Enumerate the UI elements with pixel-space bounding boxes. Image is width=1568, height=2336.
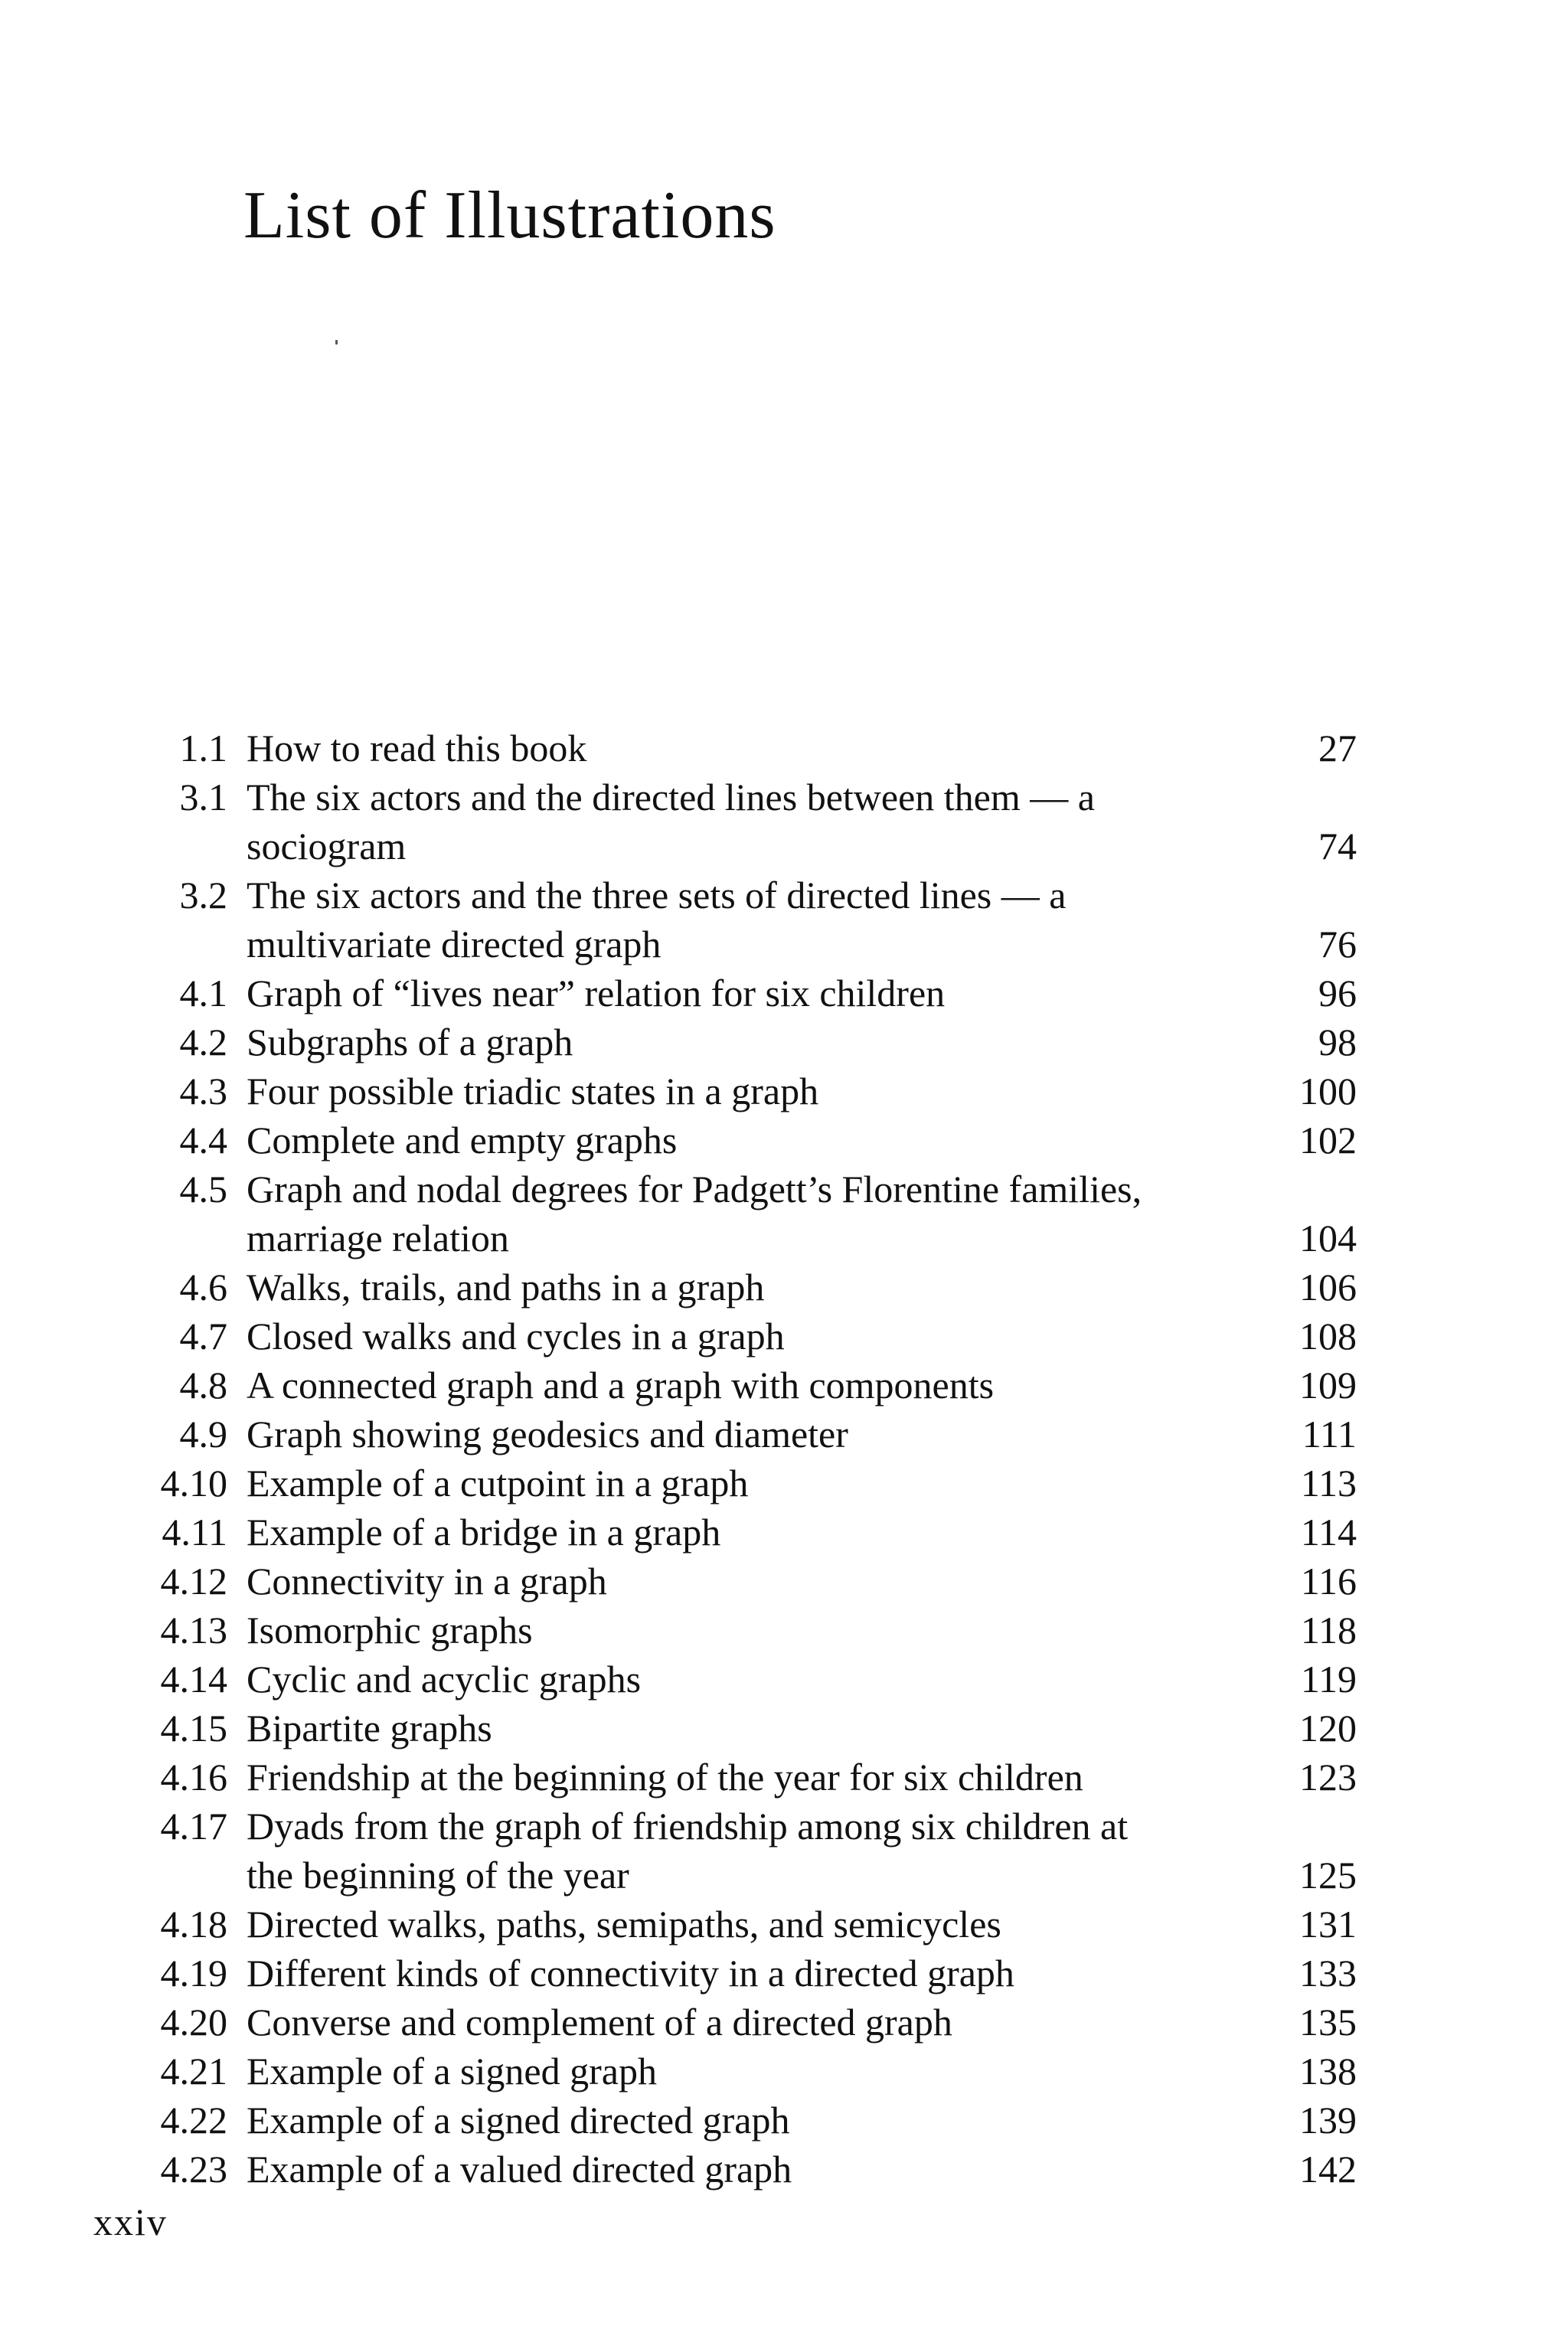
page-reference: 102	[1299, 1119, 1357, 1161]
figure-number: 4.1	[179, 972, 227, 1014]
list-item	[0, 1214, 1568, 1263]
list-item	[0, 1361, 1568, 1410]
page-reference: 131	[1299, 1903, 1357, 1946]
list-item	[0, 2047, 1568, 2096]
page-reference: 139	[1299, 2099, 1357, 2142]
list-item	[0, 1459, 1568, 1508]
list-item	[0, 920, 1568, 969]
figure-caption: Graph and nodal degrees for Padgett’s Florentine families,	[247, 1168, 1142, 1210]
figure-caption: Dyads from the graph of friendship among six children at	[247, 1805, 1129, 1848]
figure-caption: Example of a signed graph	[247, 2050, 657, 2093]
figure-caption: Complete and empty graphs	[247, 1119, 678, 1161]
figure-number: 4.5	[179, 1168, 227, 1210]
list-item	[0, 1851, 1568, 1900]
page-reference: 114	[1300, 1511, 1357, 1554]
page-reference: 76	[1318, 923, 1357, 965]
list-item	[0, 1410, 1568, 1459]
figure-number: 4.2	[179, 1021, 227, 1063]
page-reference: 111	[1302, 1413, 1357, 1456]
figure-caption: Friendship at the beginning of the year for six children	[247, 1756, 1083, 1799]
list-item	[0, 1998, 1568, 2047]
figure-caption: A connected graph and a graph with components	[247, 1364, 995, 1407]
list-item	[0, 1263, 1568, 1312]
figure-number: 4.22	[160, 2099, 227, 2142]
figure-number: 4.19	[160, 1952, 227, 1995]
figure-caption: Example of a valued directed graph	[247, 2148, 792, 2191]
figure-caption: the beginning of the year	[247, 1854, 629, 1897]
figure-caption: Bipartite graphs	[247, 1707, 492, 1750]
list-item	[0, 871, 1568, 920]
page-reference: 142	[1299, 2148, 1357, 2191]
figure-caption: Different kinds of connectivity in a directed graph	[247, 1952, 1014, 1995]
figure-number: 4.20	[160, 2001, 227, 2044]
list-item	[0, 2096, 1568, 2145]
figure-number: 4.7	[179, 1315, 227, 1357]
page-reference: 123	[1299, 1756, 1357, 1799]
page-reference: 125	[1299, 1854, 1357, 1897]
list-item	[0, 1606, 1568, 1655]
illustrations-list	[0, 724, 1568, 2194]
page-reference: 138	[1299, 2050, 1357, 2093]
list-item	[0, 724, 1568, 773]
list-item	[0, 773, 1568, 822]
page-reference: 133	[1299, 1952, 1357, 1995]
figure-caption: Graph of “lives near” relation for six children	[247, 972, 946, 1014]
figure-caption: Example of a cutpoint in a graph	[247, 1462, 749, 1505]
page-reference: 104	[1299, 1217, 1357, 1259]
figure-caption: Four possible triadic states in a graph	[247, 1070, 819, 1112]
page-number-folio: xxiv	[93, 2200, 168, 2243]
page-reference: 106	[1299, 1266, 1357, 1308]
figure-number: 4.18	[160, 1903, 227, 1946]
list-item	[0, 1067, 1568, 1116]
figure-number: 4.23	[160, 2148, 227, 2191]
figure-number: 4.9	[179, 1413, 227, 1456]
list-item	[0, 1753, 1568, 1802]
figure-caption: multivariate directed graph	[247, 923, 662, 965]
page-reference: 118	[1300, 1609, 1357, 1652]
figure-number: 4.15	[160, 1707, 227, 1750]
figure-number: 4.12	[160, 1560, 227, 1603]
figure-caption: Example of a signed directed graph	[247, 2099, 790, 2142]
figure-number: 4.16	[160, 1756, 227, 1799]
figure-caption: sociogram	[247, 825, 407, 867]
figure-caption: Graph showing geodesics and diameter	[247, 1413, 848, 1456]
figure-number: 4.3	[179, 1070, 227, 1112]
list-item	[0, 1165, 1568, 1214]
list-item	[0, 1312, 1568, 1361]
list-item	[0, 969, 1568, 1018]
figure-caption: How to read this book	[247, 727, 587, 769]
page-reference: 74	[1318, 825, 1357, 867]
figure-caption: Closed walks and cycles in a graph	[247, 1315, 785, 1357]
page-reference: 98	[1318, 1021, 1357, 1063]
figure-number: 4.21	[160, 2050, 227, 2093]
figure-caption: Connectivity in a graph	[247, 1560, 607, 1603]
figure-caption: Converse and complement of a directed graph	[247, 2001, 952, 2044]
list-item	[0, 1802, 1568, 1851]
figure-number: 4.11	[162, 1511, 227, 1554]
figure-caption: Walks, trails, and paths in a graph	[247, 1266, 765, 1308]
figure-caption: Cyclic and acyclic graphs	[247, 1658, 642, 1701]
figure-number: 4.13	[160, 1609, 227, 1652]
page-reference: 27	[1318, 727, 1357, 769]
list-item	[0, 1949, 1568, 1998]
figure-number: 4.14	[160, 1658, 227, 1701]
page-reference: 116	[1300, 1560, 1357, 1603]
figure-caption: The six actors and the three sets of directed lines — a	[247, 874, 1067, 916]
figure-caption: The six actors and the directed lines between them — a	[247, 776, 1095, 818]
page-reference: 96	[1318, 972, 1357, 1014]
list-item	[0, 822, 1568, 871]
figure-number: 1.1	[179, 727, 227, 769]
list-item	[0, 1900, 1568, 1949]
figure-number: 4.6	[179, 1266, 227, 1308]
page-title: List of Illustrations	[243, 178, 776, 253]
list-item	[0, 2145, 1568, 2194]
figure-caption: Example of a bridge in a graph	[247, 1511, 721, 1554]
list-item	[0, 1557, 1568, 1606]
figure-number: 4.17	[160, 1805, 227, 1848]
figure-caption: Isomorphic graphs	[247, 1609, 533, 1652]
page-reference: 109	[1299, 1364, 1357, 1407]
figure-caption: marriage relation	[247, 1217, 509, 1259]
page-reference: 120	[1299, 1707, 1357, 1750]
page-reference: 119	[1300, 1658, 1357, 1701]
list-item	[0, 1116, 1568, 1165]
list-item	[0, 1704, 1568, 1753]
page-reference: 113	[1300, 1462, 1357, 1505]
figure-number: 3.2	[179, 874, 227, 916]
figure-number: 4.10	[160, 1462, 227, 1505]
list-item	[0, 1508, 1568, 1557]
stray-ink-mark	[335, 340, 338, 345]
figure-number: 4.4	[179, 1119, 227, 1161]
figure-number: 3.1	[179, 776, 227, 818]
list-item	[0, 1018, 1568, 1067]
figure-caption: Directed walks, paths, semipaths, and semicycles	[247, 1903, 1001, 1946]
page-reference: 100	[1299, 1070, 1357, 1112]
page-reference: 135	[1299, 2001, 1357, 2044]
figure-caption: Subgraphs of a graph	[247, 1021, 573, 1063]
page-reference: 108	[1299, 1315, 1357, 1357]
figure-number: 4.8	[179, 1364, 227, 1407]
list-item	[0, 1655, 1568, 1704]
